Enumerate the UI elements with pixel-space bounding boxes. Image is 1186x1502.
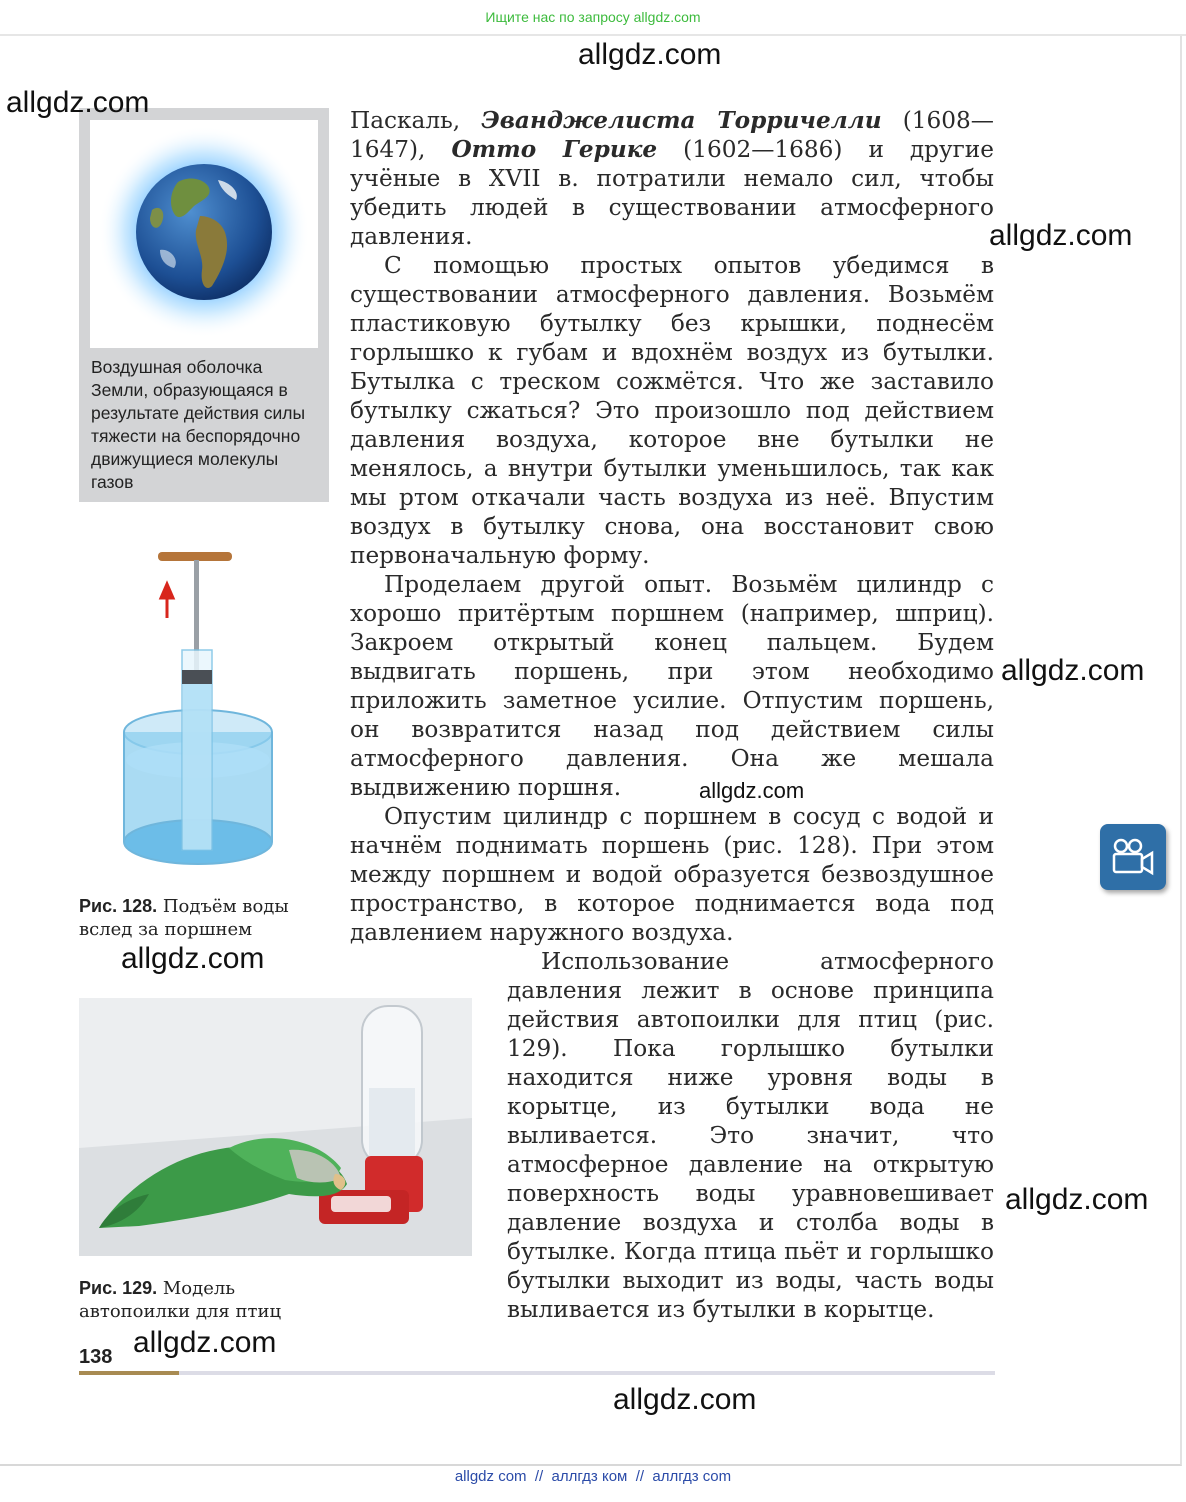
paragraph-4: Опустим цилиндр с поршнем в сосуд с водой и начнём поднимать поршень (рис. 128). При этом между поршнем и водой образуется безвоздушное пространство, в которое поднимается вода под давлением наружного воздуха.: [350, 803, 994, 946]
earth-figure-box: [79, 108, 329, 502]
figure-129-text: Модель автопоилки для птиц: [79, 1278, 282, 1322]
watermark: allgdz.com: [699, 778, 805, 803]
scientist-name-guericke: Отто Герике: [451, 136, 658, 163]
figure-128-text: Подъём воды вслед за поршнем: [79, 896, 289, 940]
footer-links[interactable]: [0, 1468, 1186, 1485]
watermark: allgdz.com: [6, 86, 150, 119]
watermark: allgdz.com: [578, 38, 722, 71]
earth-image: [90, 120, 318, 348]
figure-129-caption: [79, 1277, 329, 1323]
watermark: allgdz.com: [613, 1383, 757, 1416]
video-camera-icon: [1100, 824, 1166, 890]
page-number: 138: [79, 1346, 113, 1368]
bottom-rule-accent: [79, 1371, 179, 1375]
figure-128-caption: [79, 895, 329, 941]
paragraph-3: Проделаем другой опыт. Возьмём цилиндр с хорошо притёртым поршнем (например, шприц). Закроем открытый конец пальцем. Будем выдвигать поршень, при этом необходимо приложить заметное усилие. Отпустим поршень, он возвратится назад под действием силы атмосферного давления. Она же мешала выдвижению поршня.: [350, 571, 994, 801]
top-banner-text: Ищите нас по запросу allgdz.com: [485, 9, 701, 25]
bottom-rule: [79, 1371, 995, 1375]
figure-128-illustration: [110, 540, 290, 880]
scientist-name-torricelli: Эванджелиста Торричелли: [481, 107, 882, 134]
watermark: allgdz.com: [989, 219, 1133, 252]
p1-part-a: Паскаль,: [350, 107, 482, 134]
p1-part-c: (1602—1686) и другие учёные в XVII в. потратили немало сил, чтобы убедить людей в существовании атмосферного давления.: [350, 136, 994, 250]
main-text-lower: [507, 947, 994, 1324]
paragraph-1: [350, 106, 994, 251]
main-text-column: [350, 106, 994, 947]
paragraph-5: Использование атмосферного давления лежит в основе принципа действия автопоилки для птиц (рис. 129). Пока горлышко бутылки находится ниже уровня воды в корытце, из бутылки вода не выливается. Это значит, что атмосферное давление на открытую поверхность воды уравновешивает давление воздуха и столба воды в бутылке. Когда птица пьёт и горлышко бутылки выходит из воды, часть воды выливается из бутылки в корытце.: [507, 948, 994, 1323]
footer-text: allgdz com // аллгдз ком // аллгдз com: [454, 1468, 732, 1485]
video-button[interactable]: [1100, 824, 1166, 890]
earth-caption: Воздушная оболочка Земли, образующаяся в результате действия силы тяжести на беспорядочно движущиеся молекулы газов: [91, 357, 306, 492]
watermark: allgdz.com: [121, 942, 265, 975]
figure-129-label: Рис. 129.: [79, 1278, 158, 1298]
top-banner[interactable]: [0, 0, 1186, 36]
watermark: allgdz.com: [1001, 654, 1145, 687]
watermark: allgdz.com: [133, 1326, 277, 1359]
figure-129-photo: [79, 998, 472, 1256]
p1-part-b: (1608—1647),: [350, 107, 994, 163]
watermark: allgdz.com: [1005, 1183, 1149, 1216]
paragraph-2: С помощью простых опытов убедимся в существовании атмосферного давления. Возьмём пластиковую бутылку без крышки, поднесём горлышко к губам и вдохнём воздух из бутылки. Бутылка с треском сожмётся. Что же заставило бутылку сжаться? Это произошло под действием давления воздуха, которое вне бутылки не менялось, а внутри бутылки уменьшилось, так как мы ртом откачали часть воздуха из неё. Впустим воздух в бутылку снова, она восстановит свою первоначальную форму.: [350, 252, 994, 569]
figure-128-label: Рис. 128.: [79, 896, 158, 916]
